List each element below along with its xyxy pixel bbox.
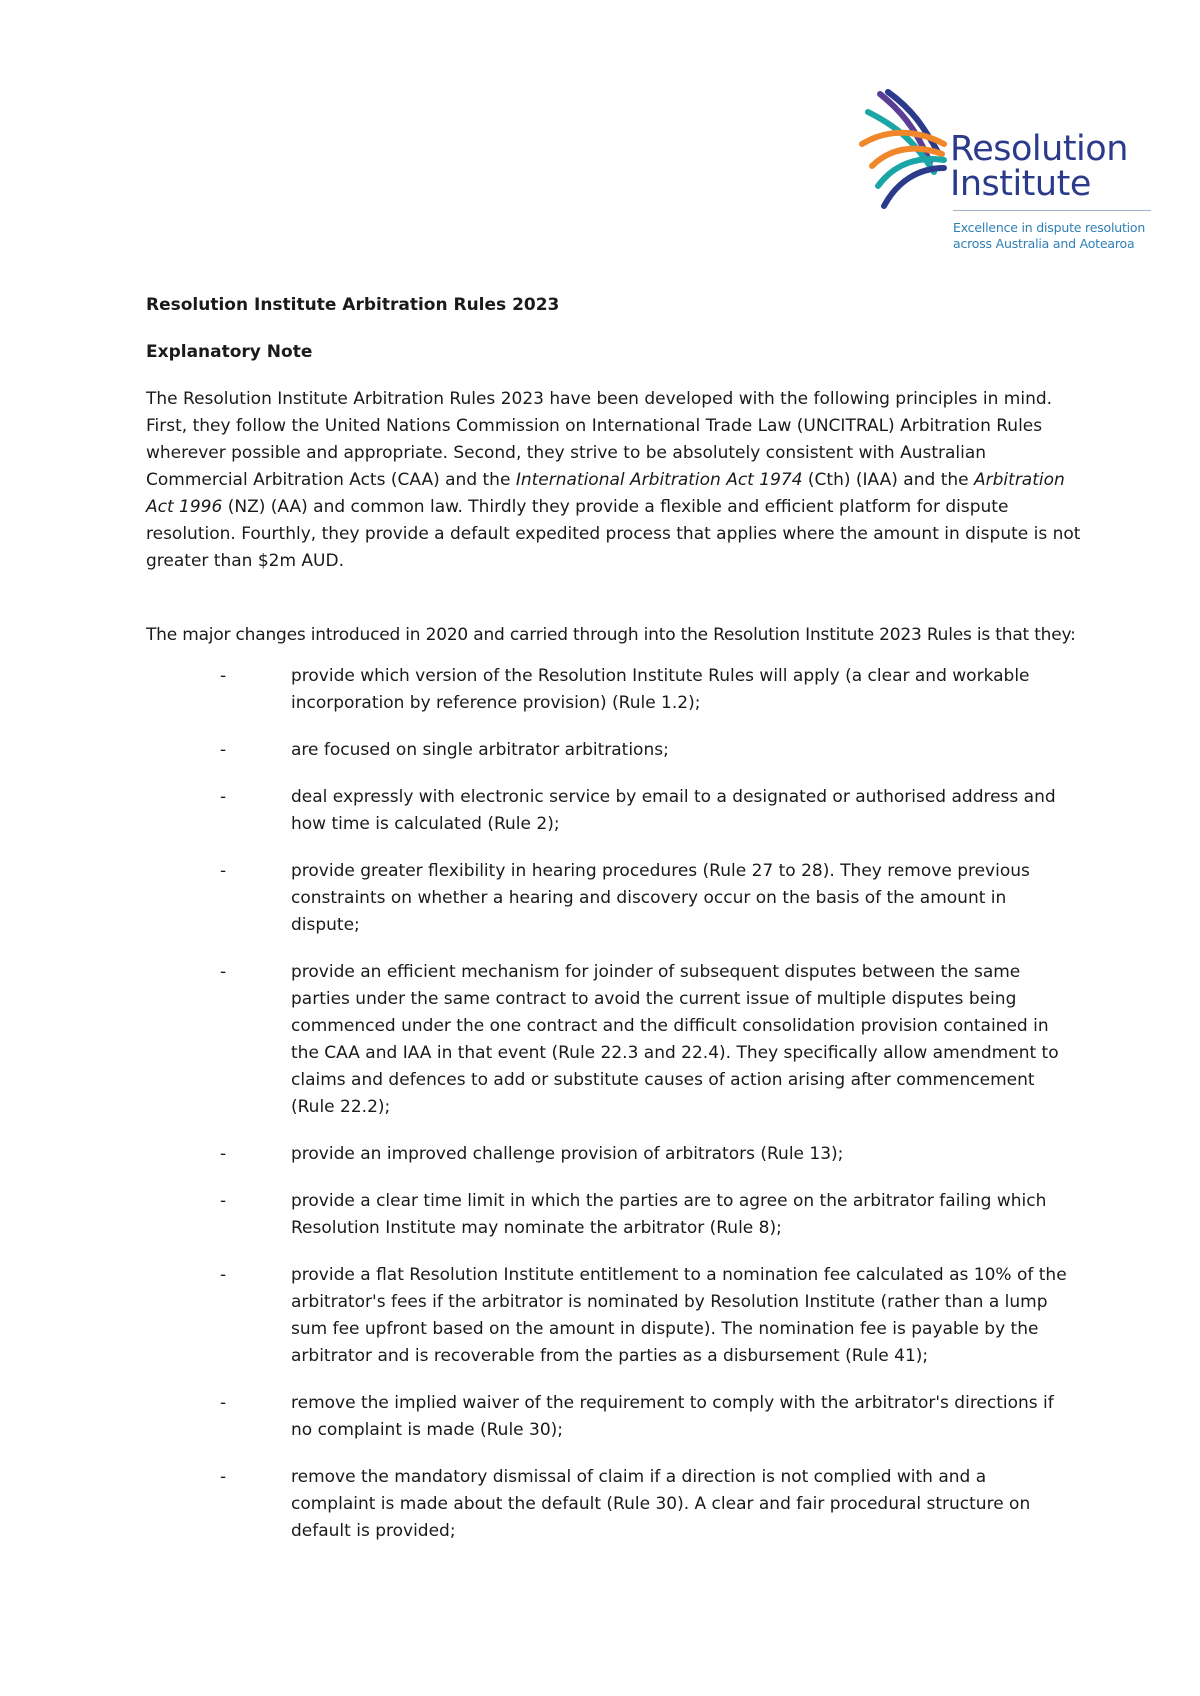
list-item-text: deal expressly with electronic service by email to a designated or authorised address and how time is calculated (Rule 2); xyxy=(291,787,1056,834)
list-item xyxy=(146,1262,1071,1370)
bullet-dash: - xyxy=(220,1265,227,1285)
logo-divider xyxy=(953,210,1151,211)
list-item xyxy=(146,784,1071,838)
logo-name-line2: Institute xyxy=(950,164,1091,204)
bullet-dash: - xyxy=(220,740,227,760)
list-item-text: provide greater flexibility in hearing procedures (Rule 27 to 28). They remove previous constraints on whether a hearing and discovery occur on the basis of the amount in dispute; xyxy=(291,861,1030,935)
logo-wordmark xyxy=(950,129,1128,204)
bullet-dash: - xyxy=(220,1144,227,1164)
list-item xyxy=(146,858,1071,939)
intro-paragraph xyxy=(146,386,1086,575)
list-item-text: provide which version of the Resolution Institute Rules will apply (a clear and workable incorporation by reference provision) (Rule 1.2); xyxy=(291,666,1030,713)
resolution-institute-logo xyxy=(858,88,1158,258)
bullet-dash: - xyxy=(220,962,227,982)
list-item xyxy=(146,1390,1071,1444)
bullet-dash: - xyxy=(220,1467,227,1487)
intro-act-title-2: Arbitration Act 1996 xyxy=(146,470,1065,517)
bullet-dash: - xyxy=(220,666,227,686)
document-body xyxy=(146,292,1136,1565)
intro-text-part2: (Cth) (IAA) and the xyxy=(802,470,975,490)
list-item-text: are focused on single arbitrator arbitrations; xyxy=(291,740,669,760)
logo-tagline-line1: Excellence in dispute resolution xyxy=(953,220,1146,235)
logo-name-line1: Resolution xyxy=(950,129,1128,169)
intro-text-part3: (NZ) (AA) and common law. Thirdly they provide a flexible and efficient platform for dispute resolution. Fourthly, they provide a default expedited process that applies where the amount in dispute is not greater than $2m AUD. xyxy=(146,497,1081,571)
intro-text-part1: The Resolution Institute Arbitration Rules 2023 have been developed with the following principles in mind. First, they follow the United Nations Commission on International Trade Law (UNCITRAL) Arbitration Rules wherever possible and appropriate. Second, they strive to be absolutely consistent with Australian Commercial Arbitration Acts (CAA) and the xyxy=(146,389,1053,490)
changes-lead-sentence: The major changes introduced in 2020 and carried through into the Resolution Institute 2023 Rules is that they: xyxy=(146,625,1076,645)
list-item-text: remove the mandatory dismissal of claim if a direction is not complied with and a complaint is made about the default (Rule 30). A clear and fair procedural structure on default is provided; xyxy=(291,1467,1031,1541)
intro-act-title-1: International Arbitration Act 1974 xyxy=(515,470,803,490)
list-item-text: provide an improved challenge provision of arbitrators (Rule 13); xyxy=(291,1144,844,1164)
list-item xyxy=(146,663,1071,717)
list-item-text: provide an efficient mechanism for joinder of subsequent disputes between the same parties under the same contract to avoid the current issue of multiple disputes being commenced under the one contract and the difficult consolidation provision contained in the CAA and IAA in that event (Rule 22.3 and 22.4). They specifically allow amendment to claims and defences to add or substitute causes of action arising after commencement (Rule 22.2); xyxy=(291,962,1059,1117)
list-item xyxy=(146,1141,1071,1168)
document-title: Resolution Institute Arbitration Rules 2023 xyxy=(146,295,560,315)
list-item-text: remove the implied waiver of the requirement to comply with the arbitrator's directions if no complaint is made (Rule 30); xyxy=(291,1393,1054,1440)
list-item xyxy=(146,737,1071,764)
bullet-dash: - xyxy=(220,1393,227,1413)
list-item xyxy=(146,1188,1071,1242)
list-item-text: provide a clear time limit in which the parties are to agree on the arbitrator failing which Resolution Institute may nominate the arbitrator (Rule 8); xyxy=(291,1191,1047,1238)
bullet-dash: - xyxy=(220,861,227,881)
logo-tagline xyxy=(953,220,1145,252)
list-item xyxy=(146,959,1071,1121)
list-item xyxy=(146,1464,1071,1545)
logo-tagline-line2: across Australia and Aotearoa xyxy=(953,236,1135,251)
document-subtitle: Explanatory Note xyxy=(146,342,313,362)
bullet-dash: - xyxy=(220,1191,227,1211)
bullet-dash: - xyxy=(220,787,227,807)
logo-swoosh-icon xyxy=(858,88,948,213)
changes-list xyxy=(146,663,1136,1545)
list-item-text: provide a flat Resolution Institute entitlement to a nomination fee calculated as 10% of the arbitrator's fees if the arbitrator is nominated by Resolution Institute (rather than a lump sum fee upfront based on the amount in dispute). The nomination fee is payable by the arbitrator and is recoverable from the parties as a disbursement (Rule 41); xyxy=(291,1265,1067,1366)
